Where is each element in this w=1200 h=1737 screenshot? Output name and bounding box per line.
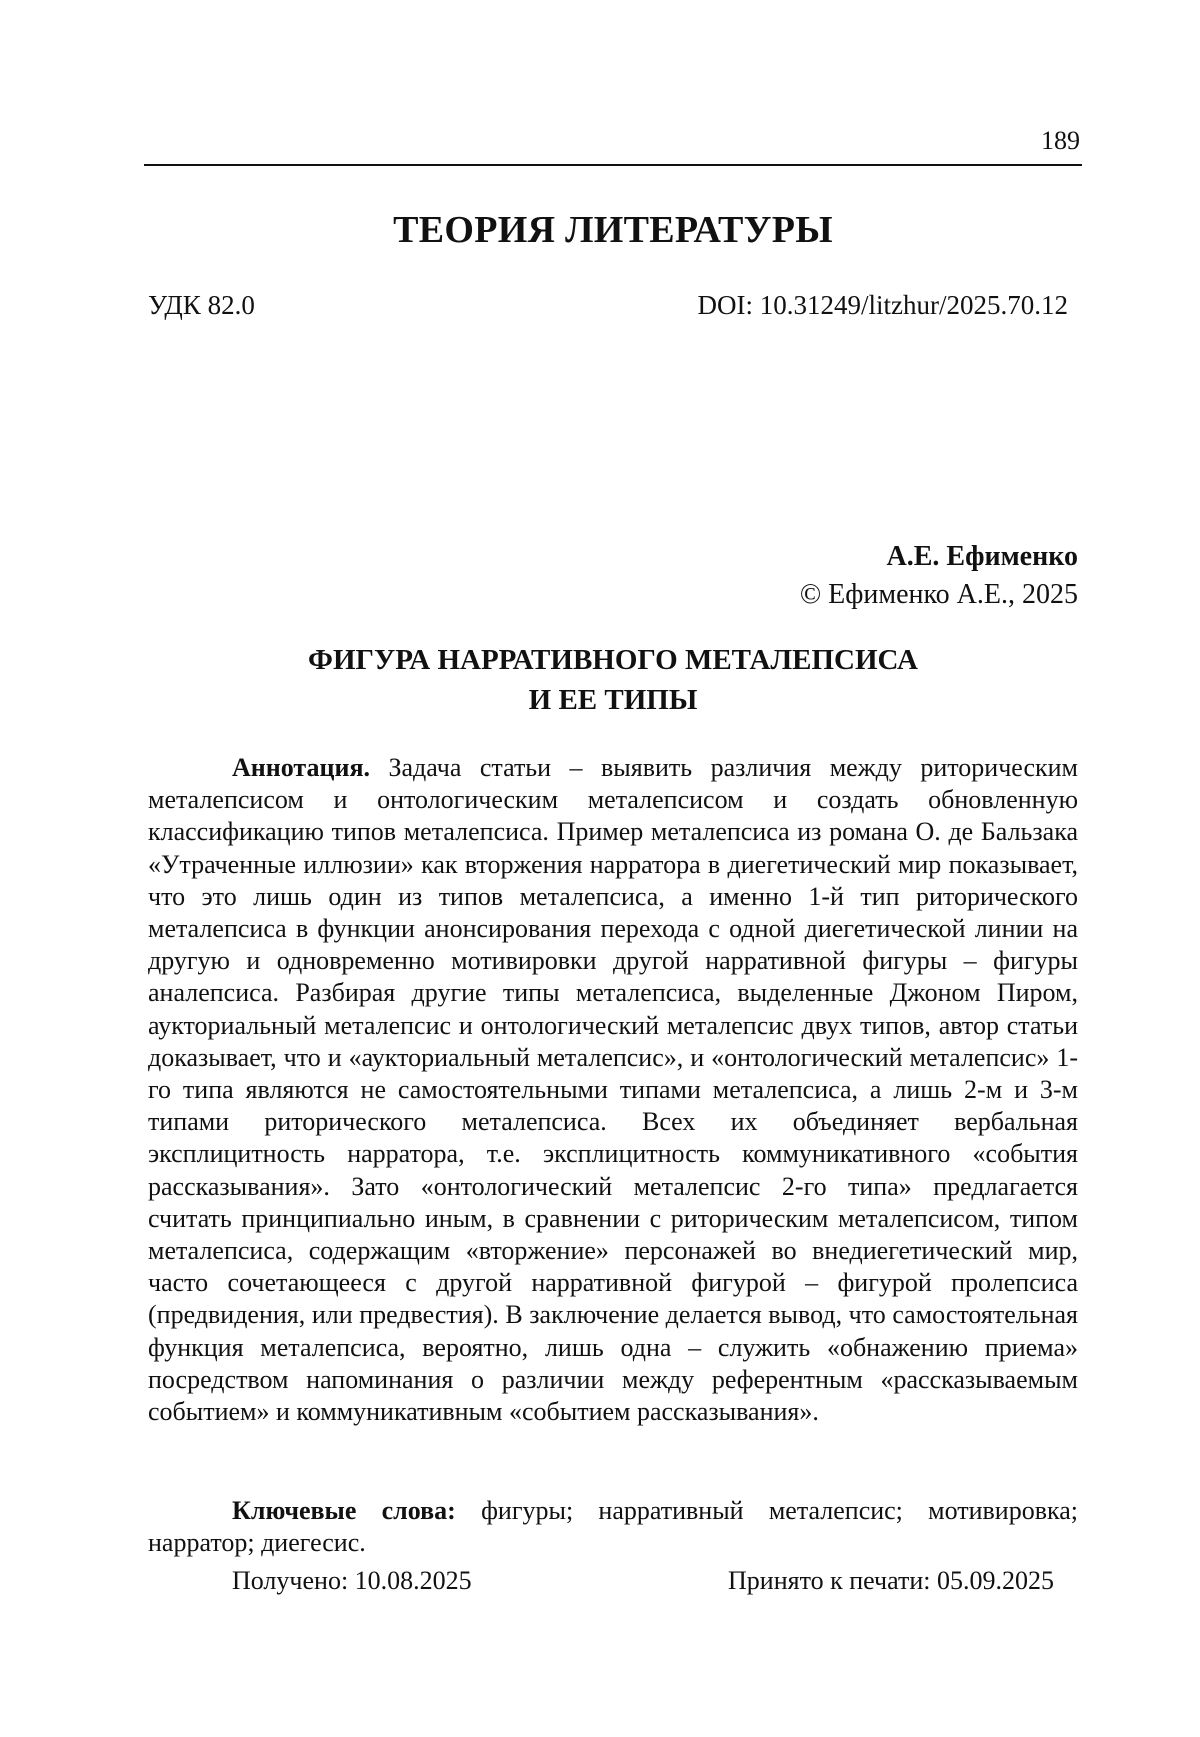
received-date: Получено: 10.08.2025 [232, 1566, 472, 1595]
author-name: А.Е. Ефименко [886, 541, 1078, 572]
section-title: ТЕОРИЯ ЛИТЕРАТУРЫ [393, 209, 833, 251]
page-number: 189 [1041, 126, 1080, 155]
doi: DOI: 10.31249/litzhur/2025.70.12 [697, 290, 1068, 320]
article-title-line-2: И ЕЕ ТИПЫ [528, 684, 698, 716]
abstract-text: Задача статьи – выявить различия между риторическим металепсисом и онтологическим металепсисом и создать обновленную классификацию типов металепсиса. Пример металепсиса из романа О. де Бальзака «Утраченные иллюзии» как вторжения нарратора в диегетический мир показывает, что это лишь один из типов металепсиса, а именно 1-й тип риторического металепсиса в функции анонсирования перехода с одной диегетической линии на другую и одновременно мотивировки другой нарративной фигуры – фигуры аналепсиса. Разбирая другие типы металепсиса, выделенные Джоном Пиром, аукториальный металепсис и онтологический металепсис двух типов, автор статьи доказывает, что и «аукториальный металепсис», и «онтологический металепсис» 1-го типа являются не самостоятельными типами металепсиса, а лишь 2-м и 3-м типами риторического металепсиса. Всех их объединяет вербальная эксплицитность нарратора, т.е. эксплицитность коммуникативного «события рассказывания». Зато «онтологический металепсис 2-го типа» предлагается считать принципиально иным, в сравнении с риторическим металепсисом, типом металепсиса, содержащим «вторжение» персонажей во внедиегетический мир, часто сочетающееся с другой нарративной фигурой – фигурой пролепсиса (предвидения, или предвестия). В заключение делается вывод, что самостоятельная функция металепсиса, вероятно, лишь одна – служить «обнажению приема» посредством напоминания о различии между референтным «рассказываемым событием» и коммуникативным «событием рассказывания». [148, 753, 1078, 1427]
abstract [148, 752, 1078, 1428]
keywords-label: Ключевые слова: [232, 1496, 456, 1525]
header-rule [144, 164, 1082, 166]
accepted-date: Принято к печати: 05.09.2025 [728, 1566, 1054, 1595]
abstract-label: Аннотация. [232, 753, 371, 782]
author-block [800, 538, 1078, 614]
article-title [144, 640, 1082, 720]
udk-code: УДК 82.0 [148, 290, 255, 320]
keywords-text: фигуры; нарративный металепсис; мотивировка; нарратор; диегесис. [148, 1496, 1078, 1558]
article-title-line-1: ФИГУРА НАРРАТИВНОГО МЕТАЛЕПСИСА [308, 644, 918, 676]
author-copyright: © Ефименко А.Е., 2025 [799, 579, 1078, 610]
keywords [148, 1495, 1078, 1559]
